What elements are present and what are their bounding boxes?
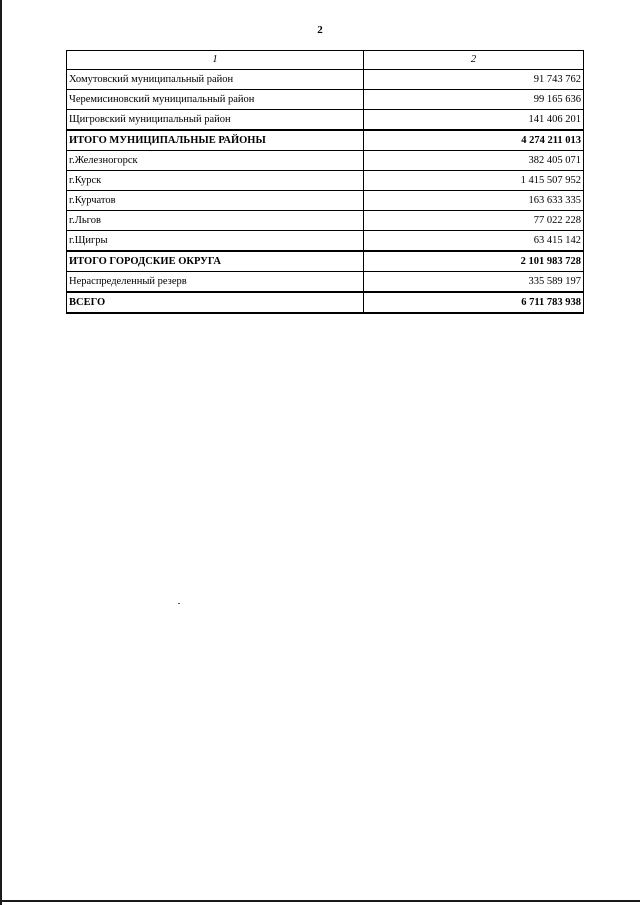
row-value-cell: 77 022 228 (364, 211, 584, 231)
scan-speck (178, 603, 180, 604)
column-header-2: 2 (364, 51, 584, 70)
row-value-cell: 335 589 197 (364, 272, 584, 293)
column-header-1: 1 (67, 51, 364, 70)
table-row (67, 211, 584, 231)
page-number: 2 (317, 24, 323, 36)
row-value-cell: 99 165 636 (364, 90, 584, 110)
row-value-cell: 1 415 507 952 (364, 171, 584, 191)
table-row (67, 110, 584, 131)
row-name-cell: г.Щигры (67, 231, 364, 252)
table-row (67, 231, 584, 252)
row-value-cell: 63 415 142 (364, 231, 584, 252)
table-row-subtotal (67, 251, 584, 272)
row-name-cell: Черемисиновский муниципальный район (67, 90, 364, 110)
table-row (67, 171, 584, 191)
row-name-cell: ИТОГО ГОРОДСКИЕ ОКРУГА (67, 251, 364, 272)
row-name-cell: ВСЕГО (67, 292, 364, 313)
row-value-cell: 2 101 983 728 (364, 251, 584, 272)
row-value-cell: 141 406 201 (364, 110, 584, 131)
table-row (67, 151, 584, 171)
table-row-grand-total (67, 292, 584, 313)
row-value-cell: 382 405 071 (364, 151, 584, 171)
table-row-subtotal (67, 130, 584, 151)
row-name-cell: г.Курчатов (67, 191, 364, 211)
row-name-cell: г.Курск (67, 171, 364, 191)
table-row (67, 272, 584, 293)
budget-table (66, 50, 584, 314)
row-name-cell: г.Железногорск (67, 151, 364, 171)
row-value-cell: 91 743 762 (364, 70, 584, 90)
row-name-cell: Нераспределенный резерв (67, 272, 364, 293)
row-name-cell: г.Льгов (67, 211, 364, 231)
table-row (67, 90, 584, 110)
scan-edge-bottom (0, 900, 640, 902)
table-row (67, 191, 584, 211)
row-name-cell: Хомутовский муниципальный район (67, 70, 364, 90)
table-row (67, 70, 584, 90)
row-value-cell: 4 274 211 013 (364, 130, 584, 151)
scan-edge-left (0, 0, 2, 905)
row-name-cell: ИТОГО МУНИЦИПАЛЬНЫЕ РАЙОНЫ (67, 130, 364, 151)
row-value-cell: 6 711 783 938 (364, 292, 584, 313)
table-body (67, 70, 584, 314)
table-header-row (67, 51, 584, 70)
row-name-cell: Щигровский муниципальный район (67, 110, 364, 131)
row-value-cell: 163 633 335 (364, 191, 584, 211)
